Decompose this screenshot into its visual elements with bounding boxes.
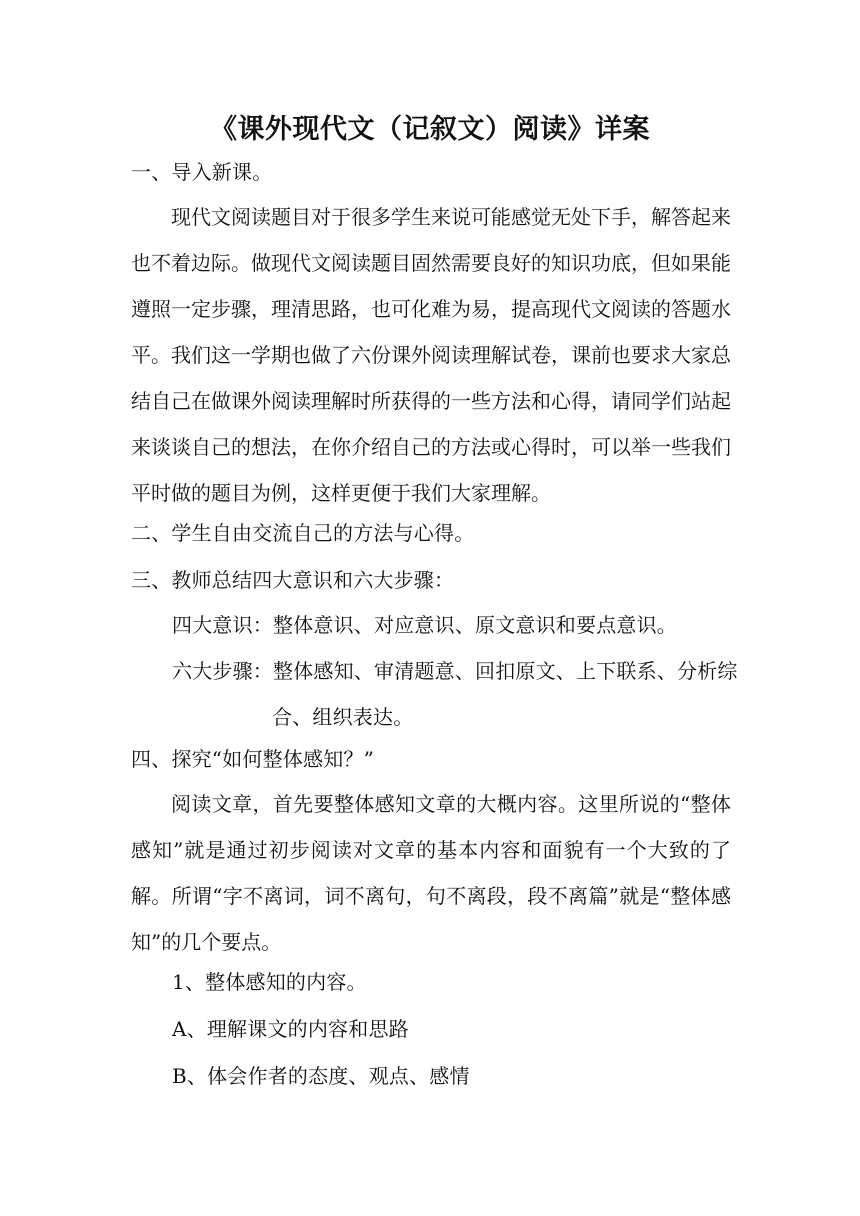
four-awareness-line: 四大意识：整体意识、对应意识、原文意识和要点意识。 <box>172 613 677 637</box>
list-item-1: 1、整体感知的内容。 <box>172 970 367 994</box>
intro-paragraph: 现代文阅读题目对于很多学生来说可能感觉无处下手，解答起来也不着边际。做现代文阅读题目固然需要良好的知识功底，但如果能遵照一定步骤，理清思路，也可化难为易，提高现代文阅读的答题水平。我们这一学期也做了六份课外阅读理解试卷，课前也要求大家总结自己在做课外阅读理解时所获得的一些方法和心得，请同学们站起来谈谈自己的想法，在你介绍自己的方法或心得时，可以举一些我们平时做的题目为例，这样更便于我们大家理解。 <box>131 205 731 505</box>
explore-paragraph: 阅读文章，首先要整体感知文章的大概内容。这里所说的“整体感知”就是通过初步阅读对文章的基本内容和面貌有一个大致的了解。所谓“字不离词，词不离句，句不离段，段不离篇”就是“整体感知”的几个要点。 <box>131 792 731 954</box>
document-title: 《课外现代文（记叙文）阅读》详案 <box>210 114 650 145</box>
section-heading-summary: 三、教师总结四大意识和六大步骤： <box>131 568 455 592</box>
section-heading-discussion: 二、学生自由交流自己的方法与心得。 <box>131 521 475 545</box>
list-item-b: B、体会作者的态度、观点、感情 <box>172 1064 470 1088</box>
six-steps-line: 六大步骤：整体感知、审清题意、回扣原文、上下联系、分析综 <box>172 659 738 683</box>
six-steps-continued: 合、组织表达。 <box>272 705 414 729</box>
list-item-a: A、理解课文的内容和思路 <box>172 1017 409 1041</box>
section-heading-explore: 四、探究“如何整体感知？” <box>131 747 375 771</box>
section-heading-intro: 一、导入新课。 <box>131 160 273 184</box>
